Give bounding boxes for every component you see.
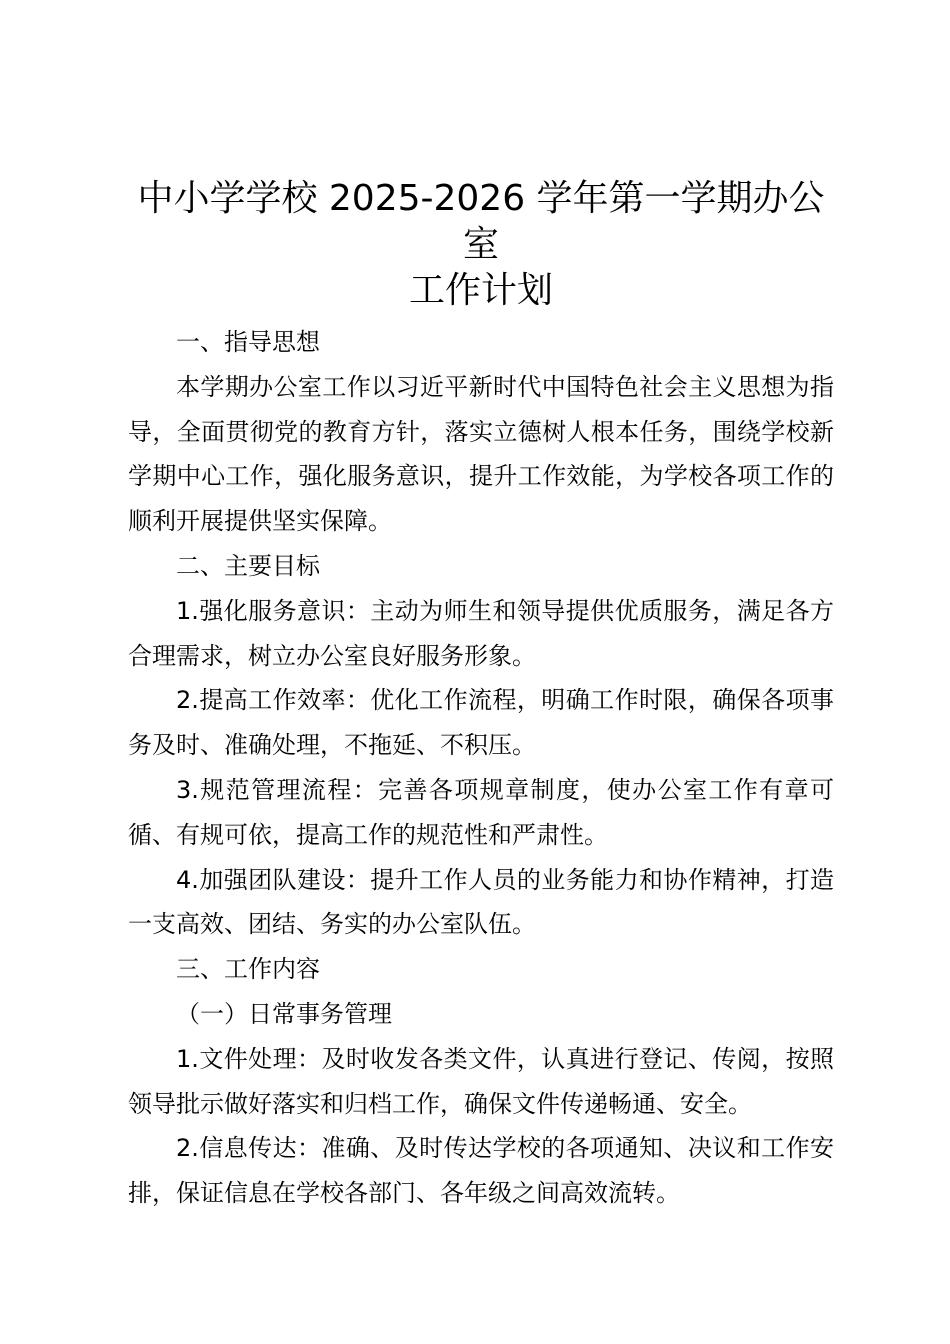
- work-item-document-handling: 1.文件处理：及时收发各类文件，认真进行登记、传阅，按照领导批示做好落实和归档工作，确保文件传递畅通、安全。: [128, 1044, 834, 1118]
- goal-item-4: 4.加强团队建设：提升工作人员的业务能力和协作精神，打造一支高效、团结、务实的办公室队伍。: [128, 865, 834, 939]
- title-line-2: 工作计划: [408, 270, 553, 311]
- goal-item-1: 1.强化服务意识：主动为师生和领导提供优质服务，满足各方合理需求，树立办公室良好服务形象。: [128, 596, 834, 670]
- goal-item-3: 3.规范管理流程：完善各项规章制度，使办公室工作有章可循、有规可依，提高工作的规范性和严肃性。: [128, 775, 834, 849]
- document-title: [128, 176, 834, 314]
- goal-item-2: 2.提高工作效率：优化工作流程，明确工作时限，确保各项事务及时、准确处理，不拖延、不积压。: [128, 686, 834, 760]
- section-heading-guiding-ideology: 一、指导思想: [176, 328, 320, 356]
- subsection-heading-daily-affairs: （一）日常事务管理: [176, 999, 392, 1028]
- work-item-information-transmission: 2.信息传达：准确、及时传达学校的各项通知、决议和工作安排，保证信息在学校各部门、各年级之间高效流转。: [128, 1134, 834, 1208]
- document-page: [128, 176, 834, 1216]
- section-heading-work-content: 三、工作内容: [176, 955, 320, 984]
- title-line-1: 中小学学校 2025-2026 学年第一学期办公室: [137, 178, 825, 265]
- section-heading-main-goals: 二、主要目标: [176, 551, 320, 580]
- paragraph-guiding-ideology: 本学期办公室工作以习近平新时代中国特色社会主义思想为指导，全面贯彻党的教育方针，落实立德树人根本任务，围绕学校新学期中心工作，强化服务意识，提升工作效能，为学校各项工作的顺利开展提供坚实保障。: [128, 372, 834, 536]
